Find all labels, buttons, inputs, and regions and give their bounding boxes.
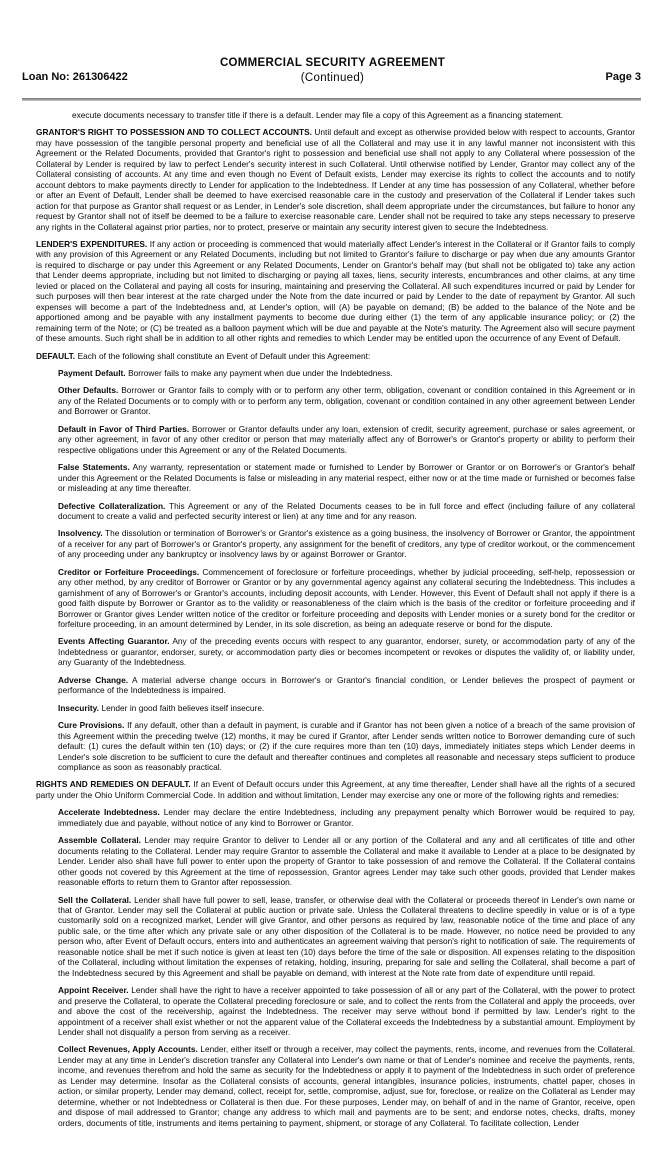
clause-heading: Insolvency. — [58, 528, 103, 539]
clause-heading: Creditor or Forfeiture Proceedings. — [58, 566, 200, 577]
clause-paragraph — [36, 239, 635, 344]
clause-text: Commencement of foreclosure or forfeiture proceedings, whether by judicial proceeding, self-help, repossession or any other method, by any creditor of Borrower or Grantor or by any governmental agency against any collateral securing the Indebtedness. This includes a garnishment of any of Borrower's or Grantor's accounts, including deposit accounts, with Lender. However, this Event of Default shall not apply if there is a good faith dispute by Borrower or Grantor as to the validity or reasonableness of the claim which is the basis of the creditor or forfeiture proceeding and if Borrower or Grantor gives Lender written notice of the creditor or forfeiture proceeding and deposits with Lender monies or a surety bond for the creditor or forfeiture proceeding, in an amount determined by Lender, in its sole discretion, as being an adequate reserve or bond for the dispute. — [58, 566, 635, 630]
clause-paragraph — [36, 567, 635, 630]
clause-text: Any warranty, representation or statement made or furnished to Lender by Borrower or Grantor or on Borrower's or Grantor's behalf under this Agreement or the Related Documents is false or misleading in any material respect, either now or at the time made or furnished or becomes false or misleading at any time thereafter. — [58, 462, 635, 494]
clause-text: If any default, other than a default in payment, is curable and if Grantor has not been given a notice of a breach of the same provision of this Agreement within the preceding twelve (12) months, it may be cured if Grantor, after Lender sends written notice to Borrower demanding cure of such default: (1) cures the default within ten (10) days; or (2) if the cure requires more than ten (10) days, immediately initiates steps which Lender deems in Lender's sole discretion to be sufficient to cure the default and thereafter continues and completes all reasonable and necessary steps sufficient to produce compliance as soon as reasonably practical. — [58, 720, 635, 773]
document-body — [0, 102, 665, 1128]
clause-heading: Insecurity. — [58, 702, 99, 713]
clause-paragraph — [36, 807, 635, 828]
clause-text: If an Event of Default occurs under this Agreement, at any time thereafter, Lender shall have all the rights of a secured party under the Ohio Uniform Commercial Code. In addition and without limitation, Lender may exercise any one or more of the following rights and remedies: — [36, 779, 635, 800]
clause-text: A material adverse change occurs in Borrower's or Grantor's financial condition, or Lender believes the prospect of payment or performance of the Indebtedness is impaired. — [58, 674, 635, 696]
page-header — [0, 56, 665, 102]
clause-text: Lender shall have the right to have a receiver appointed to take possession of all or any part of the Collateral, with the power to protect and preserve the Collateral, to operate the Collateral preceding foreclosure or sale, and to collect the rents from the Collateral and apply the proceeds, over and above the cost of the receivership, against the Indebtedness. The receiver may serve without bond if permitted by law. Lender's right to the appointment of a receiver shall exist whether or not the apparent value of the Collateral exceeds the Indebtedness by a substantial amount. Employment by Lender shall not disqualify a person from serving as a receiver. — [58, 985, 635, 1037]
clause-text: Lender may declare the entire Indebtedness, including any prepayment penalty which Borrower would be required to pay, immediately due and payable, without notice of any kind to Borrower or Grantor. — [58, 807, 635, 828]
clause-heading: DEFAULT. — [36, 350, 76, 361]
loan-number: Loan No: 261306422 — [22, 71, 128, 83]
clause-heading: Appoint Receiver. — [58, 985, 129, 996]
continuation-paragraph: execute documents necessary to transfer title if there is a default. Lender may file a copy of this Agreement as a financing statement. — [72, 110, 564, 120]
clause-paragraph — [36, 720, 635, 772]
clause-heading: RIGHTS AND REMEDIES ON DEFAULT. — [36, 779, 191, 790]
clause-paragraph — [36, 385, 635, 416]
clause-text: Lender shall have full power to sell, lease, transfer, or otherwise deal with the Collateral or proceeds thereof in Lender's own name or that of Grantor. Lender may sell the Collateral at public auction or private sale. Unless the Collateral threatens to decline speedily in value or is of a type customarily sold on a recognized market, Lender will give Grantor, and other persons as required by law, reasonable notice of the time and place of any public sale, or the time after which any private sale or any other disposition of the Collateral is to be made. However, no notice need be provided to any person who, after Event of Default occurs, enters into and authenticates an agreement waiving that person's right to notification of sale. The requirements of reasonable notice shall be met if such notice is given at least ten (10) days before the time of the sale or disposition. All expenses relating to the disposition of the Collateral, including without limitation the expenses of retaking, holding, insuring, preparing for sale and selling the Collateral, shall become a part of the Indebtedness secured by this Agreement and shall be payable on demand, with interest at the Note rate from date of expenditure until repaid. — [58, 894, 635, 978]
clause-paragraph — [36, 675, 635, 696]
clause-text: Borrower fails to make any payment when due under the Indebtedness. — [125, 367, 393, 378]
clause-heading: Accelerate Indebtedness. — [58, 807, 160, 818]
clause-heading: GRANTOR'S RIGHT TO POSSESSION AND TO COLLECT ACCOUNTS. — [36, 127, 312, 138]
clause-text: The dissolution or termination of Borrower's or Grantor's existence as a going business, the insolvency of Borrower or Grantor, the appointment of a receiver for any part of Borrower's or Grantor's property, any assignment for the benefit of creditors, any type of creditor workout, or the commencement of any proceeding under any bankruptcy or insolvency laws by or against Borrower or Grantor. — [58, 528, 635, 560]
clause-heading: LENDER'S EXPENDITURES. — [36, 238, 148, 249]
clause-heading: Defective Collateralization. — [58, 500, 166, 511]
clause-text: Lender may require Grantor to deliver to Lender all or any portion of the Collateral and any and all certificates of title and other documents relating to the Collateral. Lender may require Grantor to assemble the Collateral and make it available to Lender at a place to be designated by Lender. Lender also shall have full power to enter upon the property of Grantor to take possession of and remove the Collateral. If the Collateral contains other goods not covered by this Agreement at the time of repossession, Grantor agrees Lender may take such other goods, provided that Lender makes reasonable efforts to return them to Grantor after repossession. — [58, 835, 635, 888]
clause-heading: Default in Favor of Third Parties. — [58, 423, 190, 434]
page-number: Page 3 — [605, 71, 641, 83]
clause-text: Borrower or Grantor fails to comply with or to perform any other term, obligation, covenant or condition contained in this Agreement or in any of the Related Documents or to comply with or to perform any term, obligation, covenant or condition contained in any other agreement between Lender and Borrower or Grantor. — [58, 385, 636, 417]
clause-heading: Sell the Collateral. — [58, 894, 132, 905]
page-subtitle: (Continued) — [300, 72, 365, 84]
document-page — [0, 56, 665, 1151]
clause-paragraph — [36, 779, 635, 800]
page-title: COMMERCIAL SECURITY AGREEMENT — [219, 57, 446, 69]
header-divider — [22, 98, 641, 101]
clause-heading: Payment Default. — [58, 367, 126, 378]
clause-heading: Collect Revenues, Apply Accounts. — [58, 1044, 198, 1055]
clause-text: This Agreement or any of the Related Documents ceases to be in full force and effect (including failure of any collateral document to create a valid and perfected security interest or lien) at any time and for any reason. — [58, 500, 635, 521]
clause-heading: Cure Provisions. — [58, 720, 125, 731]
clause-paragraph — [36, 985, 635, 1037]
clause-heading: False Statements. — [58, 462, 130, 473]
clause-text: Each of the following shall constitute an Event of Default under this Agreement: — [75, 350, 371, 361]
clause-paragraph — [36, 636, 635, 667]
clause-paragraph — [36, 835, 635, 887]
clause-paragraph — [36, 528, 635, 559]
clause-paragraph — [36, 127, 635, 232]
clause-paragraph — [36, 1044, 635, 1128]
clause-text: Any of the preceding events occurs with respect to any guarantor, endorser, surety, or accommodation party of any of the Indebtedness or guarantor, endorser, surety, or accommodation party dies or becomes incompetent or revokes or disputes the validity of, or liability under, any Guaranty of the Indebtedness. — [58, 636, 635, 668]
clause-text: Borrower or Grantor defaults under any loan, extension of credit, security agreement, purchase or sales agreement, or any other agreement, in favor of any other creditor or person that may materially affect any of Borrower's or Grantor's property or ability to perform their respective obligations under this Agreement or any of the Related Documents. — [58, 423, 636, 455]
clause-paragraph — [36, 501, 635, 522]
clause-paragraph — [36, 424, 635, 455]
clause-heading: Other Defaults. — [58, 385, 119, 396]
clause-text: Until default and except as otherwise provided below with respect to accounts, Grantor may have possession of the tangible personal property and beneficial use of all the Collateral and may use it in any lawful manner not inconsistent with this Agreement or the Related Documents, provided that Grantor's right to possession and beneficial use shall not apply to any Collateral where possession of the Collateral by Lender is required by law to perfect Lender's security interest in such Collateral. Until otherwise notified by Lender, Grantor may collect any of the Collateral consisting of accounts. At any time and even though no Event of Default exists, Lender may exercise its rights to collect the accounts and to notify account debtors to make payments directly to Lender for application to the Indebtedness. If Lender at any time has possession of any Collateral, whether before or after an Event of Default, Lender shall be deemed to have exercised reasonable care in the custody and preservation of the Collateral if Lender takes such action for that purpose as Grantor shall request or as Lender, in Lender's sole discretion, shall deem appropriate under the circumstances, but failure to honor any request by Grantor shall not of itself be deemed to be a failure to exercise reasonable care. Lender shall not be required to take any steps necessary to preserve any rights in the Collateral against prior parties, nor to protect, preserve or maintain any security interest given to secure the Indebtedness. — [36, 127, 635, 232]
clause-heading: Adverse Change. — [58, 674, 129, 685]
clause-heading: Events Affecting Guarantor. — [58, 636, 170, 647]
clause-paragraph — [36, 351, 635, 361]
clause-text: If any action or proceeding is commenced that would materially affect Lender's interest in the Collateral or if Grantor fails to comply with any provision of this Agreement or any Related Documents, including but not limited to Grantor's failure to discharge or pay when due any amounts Grantor is required to discharge or pay under this Agreement or any Related Documents, Lender on Grantor's behalf may (but shall not be obligated to) take any action that Lender deems appropriate, including but not limited to discharging or paying all taxes, liens, security interests, encumbrances and other claims, at any time levied or placed on the Collateral and paying all costs for insuring, maintaining and preserving the Collateral. All such expenditures incurred or paid by Lender for such purposes will then bear interest at the rate charged under the Note from the date incurred or paid by Lender to the date of repayment by Grantor. All such expenses will become a part of the Indebtedness and, at Lender's option, will (A) be payable on demand; (B) be added to the balance of the Note and be apportioned among and be payable with any installment payments to become due during either (1) the term of any applicable insurance policy; or (2) the remaining term of the Note; or (C) be treated as a balloon payment which will be due and payable at the Note's maturity. The Agreement also will secure payment of these amounts. Such right shall be in addition to all other rights and remedies to which Lender may be entitled upon the occurrence of any Event of Default. — [36, 238, 635, 344]
clause-paragraph — [36, 462, 635, 493]
sections-container — [36, 127, 635, 1128]
clause-text: Lender, either itself or through a receiver, may collect the payments, rents, income, and revenues from the Collateral. Lender may at any time in Lender's discretion transfer any Collateral into Lender's own name or that of Lender's nominee and receive the payments, rents, income, and revenues therefrom and hold the same as security for the Indebtedness or apply it to payment of the Indebtedness in such order of preference as Lender may determine. Insofar as the Collateral consists of accounts, general intangibles, insurance policies, instruments, chattel paper, choses in action, or similar property, Lender may demand, collect, receipt for, settle, compromise, adjust, sue for, foreclose, or realize on the Collateral as Lender may determine, whether or not Indebtedness or Collateral is then due. For these purposes, Lender may, on behalf of and in the name of Grantor, receive, open and dispose of mail addressed to Grantor; change any address to which mail and payments are to be sent; and endorse notes, checks, drafts, money orders, documents of title, instruments and items pertaining to payment, shipment, or storage of any Collateral. To facilitate collection, Lender — [58, 1044, 635, 1128]
clause-paragraph — [36, 703, 635, 713]
clause-text: Lender in good faith believes itself insecure. — [99, 702, 265, 713]
clause-paragraph — [36, 368, 635, 378]
clause-paragraph — [36, 895, 635, 979]
clause-heading: Assemble Collateral. — [58, 835, 141, 846]
